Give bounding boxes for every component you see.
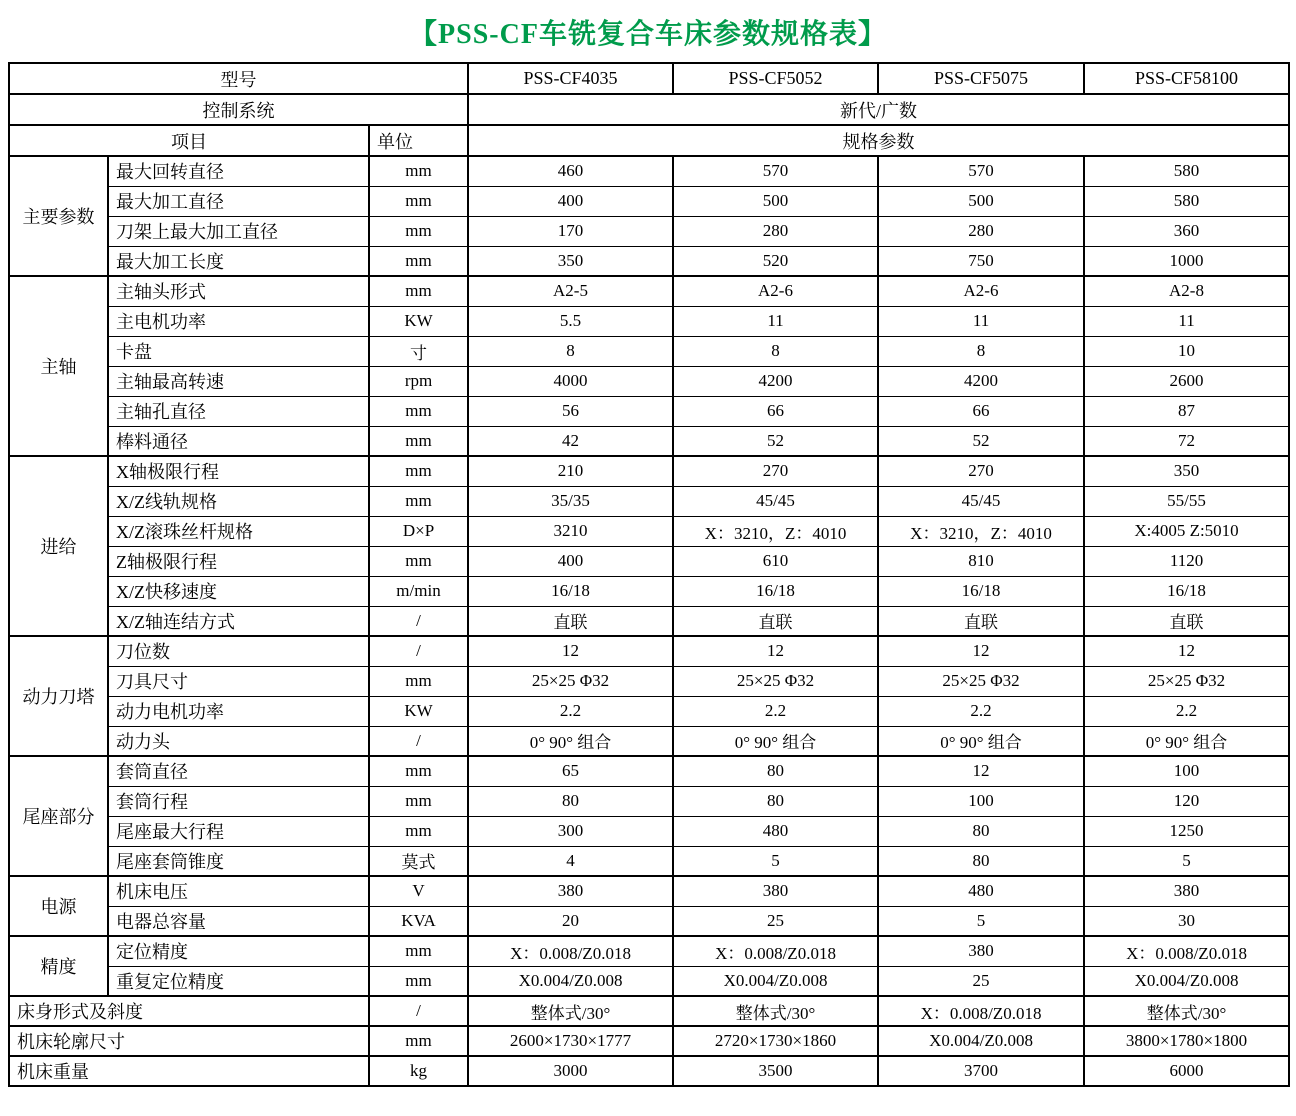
spec-unit: / — [369, 636, 468, 666]
spec-unit: m/min — [369, 576, 468, 606]
spec-value: 350 — [468, 246, 673, 276]
spec-value: 810 — [878, 546, 1084, 576]
spec-value: 25×25 Φ32 — [1084, 666, 1289, 696]
table-row — [9, 276, 1289, 306]
spec-unit: mm — [369, 396, 468, 426]
spec-value: 8 — [673, 336, 878, 366]
table-row — [9, 1056, 1289, 1086]
table-row — [9, 786, 1289, 816]
spec-value: 300 — [468, 816, 673, 846]
spec-value: 80 — [878, 816, 1084, 846]
spec-value: 170 — [468, 216, 673, 246]
spec-value: 直联 — [1084, 606, 1289, 636]
spec-value: 16/18 — [673, 576, 878, 606]
spec-item-label: 刀具尺寸 — [108, 666, 369, 696]
item-column-label: 项目 — [9, 125, 369, 156]
spec-value: 2600 — [1084, 366, 1289, 396]
spec-unit: mm — [369, 276, 468, 306]
spec-unit: / — [369, 726, 468, 756]
spec-item-label: 定位精度 — [108, 936, 369, 966]
table-row — [9, 846, 1289, 876]
spec-value: 1000 — [1084, 246, 1289, 276]
table-row — [9, 546, 1289, 576]
spec-value: 580 — [1084, 186, 1289, 216]
table-row — [9, 396, 1289, 426]
spec-value: 360 — [1084, 216, 1289, 246]
table-row — [9, 426, 1289, 456]
spec-value: X:4005 Z:5010 — [1084, 516, 1289, 546]
spec-value: 6000 — [1084, 1056, 1289, 1086]
model-name: PSS-CF58100 — [1084, 63, 1289, 94]
control-system-label: 控制系统 — [9, 94, 468, 125]
spec-value: 500 — [673, 186, 878, 216]
spec-value: 3000 — [468, 1056, 673, 1086]
spec-item-label: 套筒直径 — [108, 756, 369, 786]
spec-value: 直联 — [468, 606, 673, 636]
table-row — [9, 906, 1289, 936]
spec-value: 12 — [878, 636, 1084, 666]
spec-value: 80 — [673, 756, 878, 786]
spec-unit: KW — [369, 696, 468, 726]
table-row — [9, 456, 1289, 486]
spec-value: 2720×1730×1860 — [673, 1026, 878, 1056]
spec-value: 25×25 Φ32 — [468, 666, 673, 696]
model-name: PSS-CF4035 — [468, 63, 673, 94]
spec-value: 12 — [878, 756, 1084, 786]
table-row — [9, 696, 1289, 726]
spec-unit: 寸 — [369, 336, 468, 366]
spec-value: 25×25 Φ32 — [878, 666, 1084, 696]
spec-value: X0.004/Z0.008 — [878, 1026, 1084, 1056]
spec-value: 2.2 — [468, 696, 673, 726]
spec-value: 0° 90° 组合 — [673, 726, 878, 756]
spec-value: A2-5 — [468, 276, 673, 306]
table-row — [9, 336, 1289, 366]
spec-value: 72 — [1084, 426, 1289, 456]
spec-value: 25 — [878, 966, 1084, 996]
spec-value: 610 — [673, 546, 878, 576]
spec-unit: 莫式 — [369, 846, 468, 876]
spec-item-label: 套筒行程 — [108, 786, 369, 816]
control-system-value: 新代/广数 — [468, 94, 1289, 125]
spec-value: 16/18 — [468, 576, 673, 606]
section-label: 尾座部分 — [9, 756, 108, 876]
spec-value: 0° 90° 组合 — [468, 726, 673, 756]
spec-unit: mm — [369, 786, 468, 816]
table-row — [9, 156, 1289, 186]
spec-item-label: 卡盘 — [108, 336, 369, 366]
spec-value: 270 — [878, 456, 1084, 486]
spec-value: 270 — [673, 456, 878, 486]
model-name: PSS-CF5052 — [673, 63, 878, 94]
spec-value: 80 — [468, 786, 673, 816]
spec-item-label: X轴极限行程 — [108, 456, 369, 486]
section-label: 主要参数 — [9, 156, 108, 276]
table-row — [9, 246, 1289, 276]
spec-value: X：0.008/Z0.018 — [878, 996, 1084, 1026]
spec-value: 460 — [468, 156, 673, 186]
spec-item-label: 主轴最高转速 — [108, 366, 369, 396]
spec-item-label: 机床电压 — [108, 876, 369, 906]
spec-value: 4000 — [468, 366, 673, 396]
spec-value: 100 — [878, 786, 1084, 816]
spec-value: 87 — [1084, 396, 1289, 426]
spec-unit: / — [369, 606, 468, 636]
unit-column-label: 单位 — [369, 125, 468, 156]
spec-item-label: 重复定位精度 — [108, 966, 369, 996]
spec-value: 580 — [1084, 156, 1289, 186]
table-row — [9, 936, 1289, 966]
spec-unit: mm — [369, 246, 468, 276]
table-row — [9, 756, 1289, 786]
spec-item-label: 机床轮廓尺寸 — [9, 1026, 369, 1056]
spec-item-label: 尾座套筒锥度 — [108, 846, 369, 876]
spec-value: 直联 — [673, 606, 878, 636]
spec-item-label: X/Z快移速度 — [108, 576, 369, 606]
model-row-label: 型号 — [9, 63, 468, 94]
spec-value: 380 — [1084, 876, 1289, 906]
table-row — [9, 816, 1289, 846]
model-header-row — [9, 63, 1289, 94]
spec-unit: mm — [369, 666, 468, 696]
table-row — [9, 606, 1289, 636]
spec-value: 65 — [468, 756, 673, 786]
spec-value: 4200 — [673, 366, 878, 396]
spec-value: 66 — [878, 396, 1084, 426]
spec-unit: mm — [369, 486, 468, 516]
spec-value: X0.004/Z0.008 — [1084, 966, 1289, 996]
spec-unit: mm — [369, 456, 468, 486]
section-label: 精度 — [9, 936, 108, 996]
spec-value: 30 — [1084, 906, 1289, 936]
table-row — [9, 366, 1289, 396]
spec-value: 11 — [878, 306, 1084, 336]
page-title: 【PSS-CF车铣复合车床参数规格表】 — [409, 19, 887, 50]
spec-item-label: 尾座最大行程 — [108, 816, 369, 846]
spec-unit: KVA — [369, 906, 468, 936]
spec-value: 4200 — [878, 366, 1084, 396]
section-label: 电源 — [9, 876, 108, 936]
spec-unit: rpm — [369, 366, 468, 396]
spec-value: 380 — [878, 936, 1084, 966]
spec-value: 2.2 — [673, 696, 878, 726]
spec-item-label: 棒料通径 — [108, 426, 369, 456]
spec-value: 66 — [673, 396, 878, 426]
spec-value: 45/45 — [878, 486, 1084, 516]
spec-item-label: 刀架上最大加工直径 — [108, 216, 369, 246]
spec-value: 5.5 — [468, 306, 673, 336]
spec-value: 0° 90° 组合 — [878, 726, 1084, 756]
spec-value: 570 — [878, 156, 1084, 186]
spec-value: 380 — [468, 876, 673, 906]
table-row — [9, 666, 1289, 696]
spec-value: X：3210，Z：4010 — [878, 516, 1084, 546]
spec-column-label: 规格参数 — [468, 125, 1289, 156]
spec-item-label: 主电机功率 — [108, 306, 369, 336]
spec-value: 280 — [878, 216, 1084, 246]
table-row — [9, 876, 1289, 906]
spec-value: 55/55 — [1084, 486, 1289, 516]
spec-value: 1250 — [1084, 816, 1289, 846]
spec-value: 570 — [673, 156, 878, 186]
spec-item-label: X/Z轴连结方式 — [108, 606, 369, 636]
spec-value: A2-8 — [1084, 276, 1289, 306]
spec-item-label: 最大加工长度 — [108, 246, 369, 276]
table-row — [9, 1026, 1289, 1056]
spec-value: 11 — [673, 306, 878, 336]
spec-value: 3210 — [468, 516, 673, 546]
spec-unit: mm — [369, 966, 468, 996]
spec-value: 12 — [1084, 636, 1289, 666]
spec-value: 5 — [673, 846, 878, 876]
table-row — [9, 966, 1289, 996]
spec-item-label: X/Z线轨规格 — [108, 486, 369, 516]
spec-item-label: 主轴头形式 — [108, 276, 369, 306]
spec-value: 400 — [468, 546, 673, 576]
spec-unit: mm — [369, 816, 468, 846]
table-row — [9, 636, 1289, 666]
spec-value: 280 — [673, 216, 878, 246]
spec-unit: KW — [369, 306, 468, 336]
spec-value: 3700 — [878, 1056, 1084, 1086]
spec-value: X：0.008/Z0.018 — [468, 936, 673, 966]
spec-unit: mm — [369, 216, 468, 246]
spec-value: 0° 90° 组合 — [1084, 726, 1289, 756]
spec-value: 120 — [1084, 786, 1289, 816]
model-name: PSS-CF5075 — [878, 63, 1084, 94]
spec-value: 10 — [1084, 336, 1289, 366]
table-row — [9, 216, 1289, 246]
spec-value: 25 — [673, 906, 878, 936]
spec-value: A2-6 — [878, 276, 1084, 306]
spec-value: X0.004/Z0.008 — [673, 966, 878, 996]
spec-item-label: 动力电机功率 — [108, 696, 369, 726]
spec-value: 整体式/30° — [673, 996, 878, 1026]
spec-value: 2600×1730×1777 — [468, 1026, 673, 1056]
spec-item-label: 最大加工直径 — [108, 186, 369, 216]
spec-value: 12 — [673, 636, 878, 666]
spec-value: 52 — [878, 426, 1084, 456]
table-row — [9, 186, 1289, 216]
spec-value: 4 — [468, 846, 673, 876]
spec-table — [8, 62, 1290, 1087]
spec-unit: V — [369, 876, 468, 906]
spec-value: 2.2 — [1084, 696, 1289, 726]
spec-unit: / — [369, 996, 468, 1026]
spec-item-label: 电器总容量 — [108, 906, 369, 936]
spec-value: 400 — [468, 186, 673, 216]
spec-unit: mm — [369, 546, 468, 576]
spec-value: 80 — [673, 786, 878, 816]
spec-unit: kg — [369, 1056, 468, 1086]
table-row — [9, 306, 1289, 336]
control-system-row — [9, 94, 1289, 125]
spec-value: X：0.008/Z0.018 — [673, 936, 878, 966]
spec-item-label: 床身形式及斜度 — [9, 996, 369, 1026]
spec-value: 5 — [1084, 846, 1289, 876]
spec-value: X：3210，Z：4010 — [673, 516, 878, 546]
table-row — [9, 726, 1289, 756]
spec-value: 整体式/30° — [1084, 996, 1289, 1026]
table-row — [9, 576, 1289, 606]
spec-item-label: 刀位数 — [108, 636, 369, 666]
spec-value: 16/18 — [878, 576, 1084, 606]
spec-item-label: Z轴极限行程 — [108, 546, 369, 576]
spec-value: 11 — [1084, 306, 1289, 336]
spec-unit: mm — [369, 936, 468, 966]
spec-item-label: 主轴孔直径 — [108, 396, 369, 426]
section-label: 主轴 — [9, 276, 108, 456]
table-row — [9, 486, 1289, 516]
spec-value: 480 — [673, 816, 878, 846]
spec-value: 12 — [468, 636, 673, 666]
spec-value: 42 — [468, 426, 673, 456]
spec-value: 3500 — [673, 1056, 878, 1086]
spec-value: 750 — [878, 246, 1084, 276]
spec-item-label: 最大回转直径 — [108, 156, 369, 186]
spec-value: 210 — [468, 456, 673, 486]
spec-value: 整体式/30° — [468, 996, 673, 1026]
spec-value: 25×25 Φ32 — [673, 666, 878, 696]
spec-value: 2.2 — [878, 696, 1084, 726]
spec-value: 3800×1780×1800 — [1084, 1026, 1289, 1056]
spec-item-label: 机床重量 — [9, 1056, 369, 1086]
table-row — [9, 996, 1289, 1026]
spec-value: 16/18 — [1084, 576, 1289, 606]
spec-value: 80 — [878, 846, 1084, 876]
section-label: 进给 — [9, 456, 108, 636]
spec-item-label: X/Z滚珠丝杆规格 — [108, 516, 369, 546]
spec-value: A2-6 — [673, 276, 878, 306]
spec-unit: mm — [369, 186, 468, 216]
spec-value: 8 — [878, 336, 1084, 366]
spec-unit: mm — [369, 756, 468, 786]
column-header-row — [9, 125, 1289, 156]
spec-value: 56 — [468, 396, 673, 426]
table-row — [9, 516, 1289, 546]
spec-value: 520 — [673, 246, 878, 276]
spec-value: 500 — [878, 186, 1084, 216]
spec-value: 20 — [468, 906, 673, 936]
spec-value: 8 — [468, 336, 673, 366]
spec-value: 100 — [1084, 756, 1289, 786]
spec-value: 45/45 — [673, 486, 878, 516]
spec-value: X：0.008/Z0.018 — [1084, 936, 1289, 966]
spec-unit: D×P — [369, 516, 468, 546]
spec-value: 480 — [878, 876, 1084, 906]
spec-unit: mm — [369, 426, 468, 456]
spec-value: 52 — [673, 426, 878, 456]
spec-value: 35/35 — [468, 486, 673, 516]
spec-item-label: 动力头 — [108, 726, 369, 756]
spec-value: X0.004/Z0.008 — [468, 966, 673, 996]
spec-value: 350 — [1084, 456, 1289, 486]
spec-value: 1120 — [1084, 546, 1289, 576]
section-label: 动力刀塔 — [9, 636, 108, 756]
spec-value: 5 — [878, 906, 1084, 936]
spec-unit: mm — [369, 1026, 468, 1056]
spec-value: 380 — [673, 876, 878, 906]
spec-unit: mm — [369, 156, 468, 186]
spec-value: 直联 — [878, 606, 1084, 636]
